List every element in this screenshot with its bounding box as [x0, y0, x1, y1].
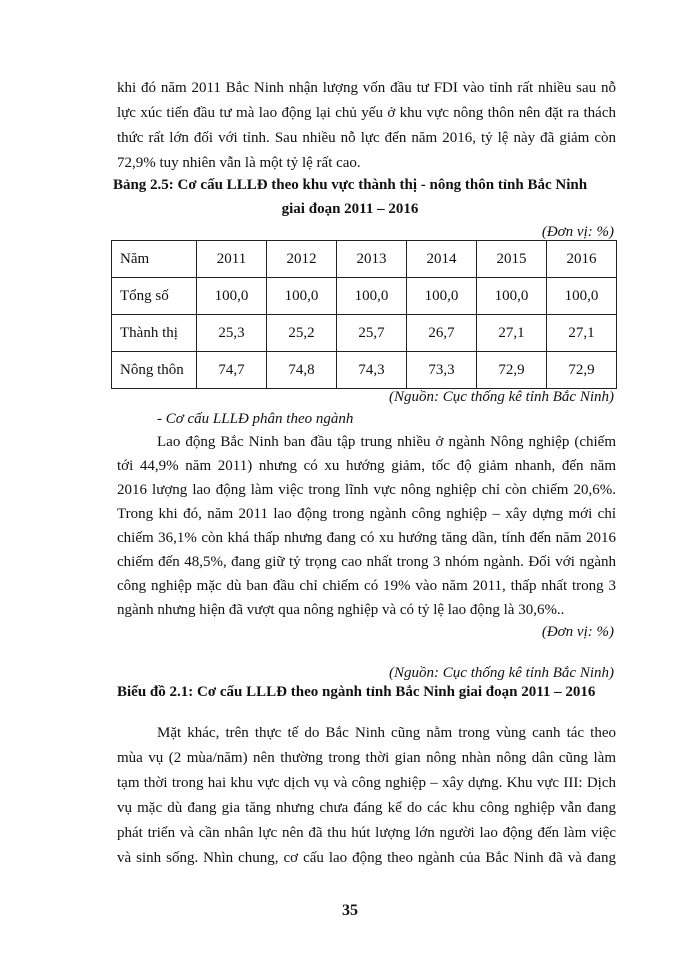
para3-line-4: vụ mặc dù đang gia tăng nhưng chưa đáng kể do các khu công nghiệp vẫn đang	[117, 800, 616, 816]
para3-line-6: và sinh sống. Nhìn chung, cơ cấu lao động theo ngành của Bắc Ninh đã và đang	[117, 850, 616, 866]
table-cell: 100,0	[267, 278, 337, 315]
table-cell: Thành thị	[112, 315, 197, 352]
para2-line-6: chiếm đến 48,5%, đang giữ tỷ trọng cao nhất trong 3 nhóm ngành. Đối với ngành	[117, 554, 616, 570]
table-cell: 100,0	[337, 278, 407, 315]
table-cell: 2016	[547, 241, 617, 278]
para2-line-7: công nghiệp mặc dù ban đầu chỉ chiếm có 19% vào năm 2011, thấp nhất trong 3	[117, 578, 616, 594]
table-header-row	[112, 241, 617, 278]
table-row	[112, 352, 617, 389]
unit-note: (Đơn vị: %)	[541, 224, 614, 240]
unit-note-2: (Đơn vị: %)	[541, 624, 614, 640]
para2-line-1: Lao động Bắc Ninh ban đầu tập trung nhiều ở ngành Nông nghiệp (chiếm	[157, 434, 616, 450]
para2-line-8: ngành nhưng hiện đã vượt qua nông nghiệp và có tỷ lệ lao động là 30,6%..	[117, 602, 565, 618]
intro-line-3: thức rất lớn đối với tỉnh. Sau nhiều nỗ lực đến năm 2016, tỷ lệ này đã giảm còn	[117, 130, 616, 146]
source-note-2: (Nguồn: Cục thống kê tỉnh Bắc Ninh)	[389, 665, 614, 681]
table-cell: 25,2	[267, 315, 337, 352]
intro-line-2: lực xúc tiến đầu tư mà lao động lại chủ yếu ở khu vực nông thôn nên đặt ra thách	[117, 105, 616, 121]
para3-line-2: mùa vụ (2 mùa/năm) nên thường trong thời gian nông nhàn nông dân cũng làm	[117, 750, 616, 766]
table-cell: 100,0	[477, 278, 547, 315]
section-subheading: - Cơ cấu LLLĐ phân theo ngành	[157, 411, 354, 427]
para2-line-5: chiếm 36,1% còn khá thấp nhưng đang có xu hướng tăng dần, tính đến năm 2016	[117, 530, 616, 546]
table-cell: 2011	[197, 241, 267, 278]
table-cell: 74,3	[337, 352, 407, 389]
table-row	[112, 315, 617, 352]
table-cell: 2015	[477, 241, 547, 278]
table-caption-line-2: giai đoạn 2011 – 2016	[281, 201, 419, 217]
table-caption-line-1: Bảng 2.5: Cơ cấu LLLĐ theo khu vực thành thị - nông thôn tỉnh Bắc Ninh	[112, 177, 588, 193]
table-cell: 25,3	[197, 315, 267, 352]
table-cell: 100,0	[547, 278, 617, 315]
chart-caption: Biểu đồ 2.1: Cơ cấu LLLĐ theo ngành tỉnh Bắc Ninh giai đoạn 2011 – 2016	[117, 684, 596, 700]
table-cell: Năm	[112, 241, 197, 278]
para2-line-3: 2016 lượng lao động làm việc trong lĩnh vực nông nghiệp chỉ còn chiếm 20,6%.	[117, 482, 616, 498]
table-cell: 73,3	[407, 352, 477, 389]
table-cell: 2012	[267, 241, 337, 278]
para2-line-4: Trong khi đó, năm 2011 lao động trong ngành công nghiệp – xây dựng mới chỉ	[117, 506, 616, 522]
table-cell: 74,8	[267, 352, 337, 389]
table-row	[112, 278, 617, 315]
table-cell: 74,7	[197, 352, 267, 389]
para2-line-2: tới 44,9% năm 2011) nhưng có xu hướng giảm, tốc độ giảm nhanh, đến năm	[117, 458, 616, 474]
labor-structure-table	[111, 240, 617, 389]
table-cell: 27,1	[477, 315, 547, 352]
para3-line-5: phát triển và cần nhân lực nên đã thu hút lượng lớn người lao động đến làm việc	[117, 825, 616, 841]
table-cell: 100,0	[197, 278, 267, 315]
source-note: (Nguồn: Cục thống kê tỉnh Bắc Ninh)	[389, 389, 614, 405]
intro-line-1: khi đó năm 2011 Bắc Ninh nhận lượng vốn đầu tư FDI vào tỉnh rất nhiều sau nỗ	[117, 80, 616, 96]
intro-line-4: 72,9% tuy nhiên vẫn là một tỷ lệ rất cao.	[117, 155, 361, 171]
table-cell: 27,1	[547, 315, 617, 352]
table-cell: 100,0	[407, 278, 477, 315]
table-cell: Tổng số	[112, 278, 197, 315]
table-cell: 72,9	[477, 352, 547, 389]
page-number: 35	[342, 902, 358, 919]
para3-line-3: tạm thời trong hai khu vực dịch vụ và công nghiệp – xây dựng. Khu vực III: Dịch	[117, 775, 616, 791]
para3-line-1: Mặt khác, trên thực tế do Bắc Ninh cũng nằm trong vùng canh tác theo	[157, 725, 616, 741]
table-cell: 2013	[337, 241, 407, 278]
table-cell: 2014	[407, 241, 477, 278]
table-cell: 26,7	[407, 315, 477, 352]
table-cell: 25,7	[337, 315, 407, 352]
table-cell: Nông thôn	[112, 352, 197, 389]
table-cell: 72,9	[547, 352, 617, 389]
